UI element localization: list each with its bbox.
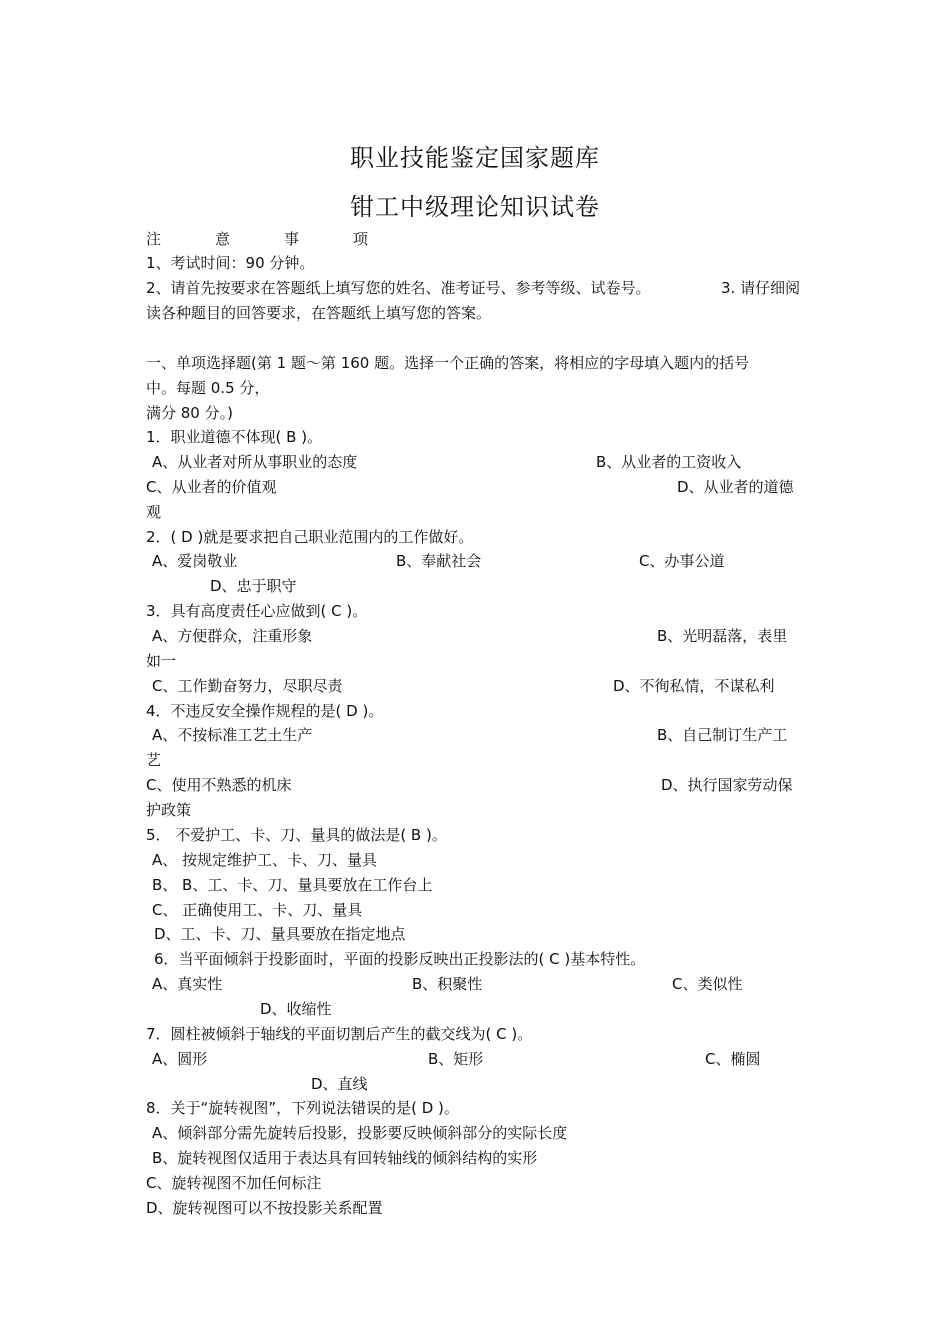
option-d: D、执行国家劳动保	[661, 776, 793, 794]
question-stem: 8．关于“旋转视图”，下列说法错误的是( D )。	[146, 1099, 459, 1117]
question-stem: 5． 不爱护工、卡、刀、量具的做法是( B )。	[146, 826, 447, 844]
option-a: A、不按标准工艺土生产	[152, 726, 313, 744]
option-b: B、光明磊落，表里	[657, 627, 788, 645]
question-stem: 2．( D )就是要求把自己职业范围内的工作做好。	[146, 528, 474, 546]
option-a: A、方便群众，注重形象	[152, 627, 313, 645]
notice-item-2-cont: 读各种题目的回答要求，在答题纸上填写您的答案。	[146, 304, 492, 322]
option-a: A、倾斜部分需先旋转后投影，投影要反映倾斜部分的实际长度	[152, 1124, 568, 1142]
option-c: C、办事公道	[639, 552, 725, 570]
notice-char: 意	[214, 230, 230, 248]
notice-char: 注	[146, 230, 162, 248]
question-stem: 6．当平面倾斜于投影面时，平面的投影反映出正投影法的( C )基本特性。	[154, 950, 646, 968]
option-d: D、工、卡、刀、量具要放在指定地点	[154, 925, 406, 943]
option-a: A、爱岗敬业	[152, 552, 238, 570]
exam-subtitle: 钳工中级理论知识试卷	[350, 193, 600, 221]
option-b: B、矩形	[428, 1050, 484, 1068]
option-c: C、类似性	[672, 975, 743, 993]
question-stem: 1．职业道德不体现( B )。	[146, 428, 323, 446]
section-heading-cont: 中。每题 0.5 分，	[146, 379, 270, 397]
option-b: B、 B、工、卡、刀、量具要放在工作台上	[152, 876, 433, 894]
option-d: D、忠于职守	[210, 577, 297, 595]
option-b: B、旋转视图仅适用于表达具有回转轴线的倾斜结构的实形	[152, 1149, 538, 1167]
option-b: B、积聚性	[412, 975, 483, 993]
option-b: B、自己制订生产工	[657, 726, 788, 744]
option-d-cont: 护政策	[146, 801, 192, 819]
option-c: C、工作勤奋努力，尽职尽责	[152, 677, 343, 695]
option-c: C、使用不熟悉的机床	[146, 776, 292, 794]
option-b-cont: 艺	[146, 751, 162, 769]
option-c: C、旋转视图不加任何标注	[146, 1174, 322, 1192]
notice-item-1: 1、考试时间：90 分钟。	[146, 254, 315, 272]
option-d: D、旋转视图可以不按投影关系配置	[146, 1199, 383, 1217]
page-title: 职业技能鉴定国家题库	[350, 144, 600, 172]
option-c: C、从业者的价值观	[146, 478, 277, 496]
option-d: D、不徇私情，不谋私利	[613, 677, 775, 695]
notice-item-2: 2、请首先按要求在答题纸上填写您的姓名、准考证号、参考等级、试卷号。	[146, 279, 651, 297]
option-c: C、 正确使用工、卡、刀、量具	[152, 901, 363, 919]
option-b: B、奉献社会	[396, 552, 482, 570]
notice-item-3: 3. 请仔细阅	[721, 279, 801, 297]
option-d-cont: 观	[146, 503, 162, 521]
notice-heading	[146, 230, 368, 248]
option-a: A、圆形	[152, 1050, 208, 1068]
question-stem: 3．具有高度责任心应做到( C )。	[146, 602, 368, 620]
section-heading: 一、单项选择题(第 1 题～第 160 题。选择一个正确的答案，将相应的字母填入题内的括号	[146, 354, 750, 372]
question-stem: 4．不违反安全操作规程的是( D )。	[146, 702, 384, 720]
option-a: A、 按规定维护工、卡、刀、量具	[152, 851, 378, 869]
option-a: A、从业者对所从事职业的态度	[152, 453, 358, 471]
option-d: D、从业者的道德	[677, 478, 794, 496]
question-stem: 7．圆柱被倾斜于轴线的平面切割后产生的截交线为( C )。	[146, 1025, 533, 1043]
option-a: A、真实性	[152, 975, 223, 993]
option-d: D、直线	[311, 1075, 368, 1093]
notice-char: 事	[283, 230, 299, 248]
option-c: C、椭圆	[705, 1050, 761, 1068]
option-b: B、从业者的工资收入	[596, 453, 742, 471]
option-d: D、收缩性	[260, 1000, 332, 1018]
option-b-cont: 如一	[146, 652, 177, 670]
section-heading-cont: 满分 80 分。)	[146, 404, 233, 422]
notice-char: 项	[352, 230, 368, 248]
